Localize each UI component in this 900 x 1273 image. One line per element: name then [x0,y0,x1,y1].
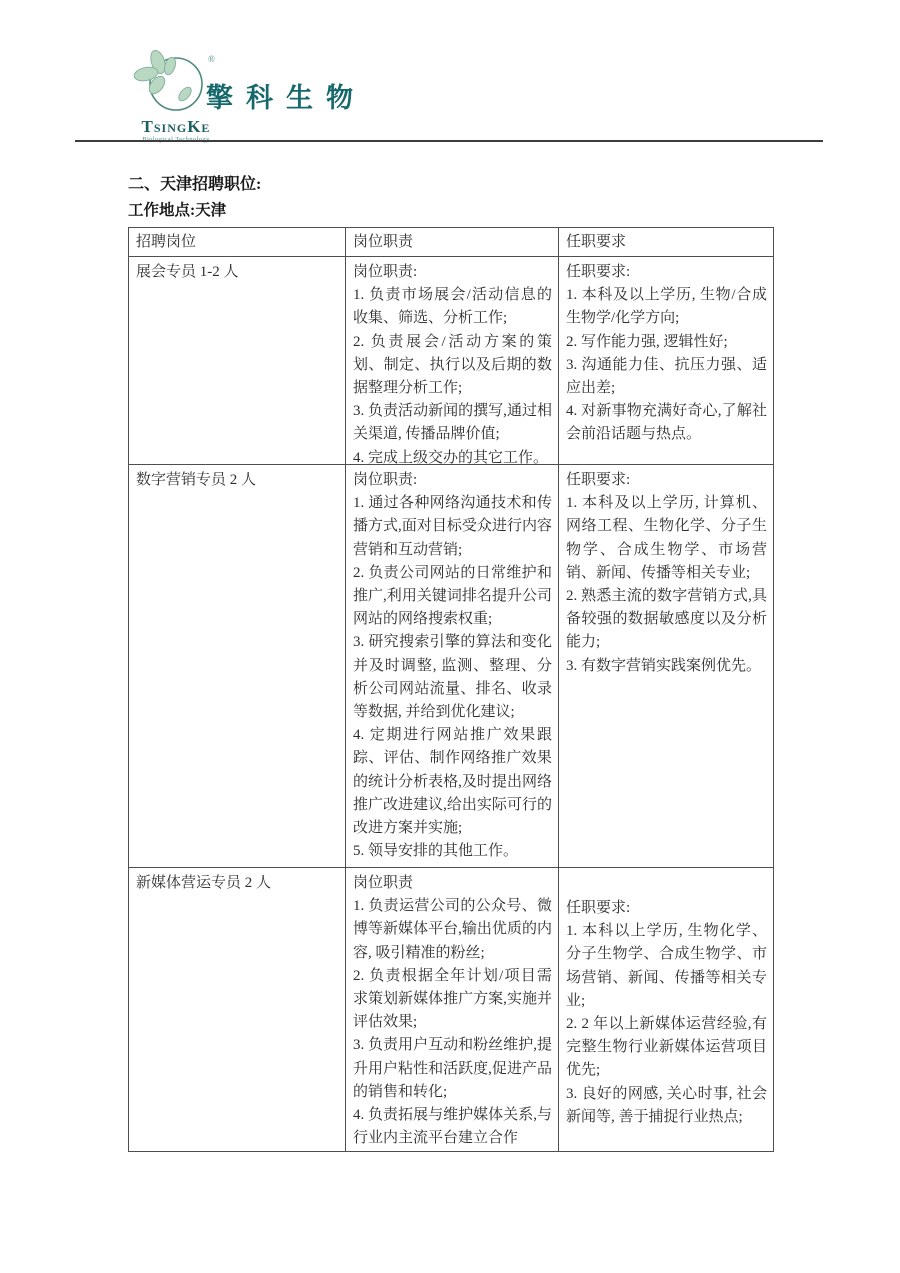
brand-name-en: TsingKe [141,117,211,136]
section-title: 二、天津招聘职位: [128,176,262,193]
table-row-digital-marketing-specialist [129,465,774,868]
recruitment-table [128,227,774,1152]
duty-item: 1. 通过各种网络沟通技术和传播方式,面对目标受众进行内容营销和互动营销; [353,495,552,558]
duty-item: 2. 负责根据全年计划/项目需求策划新媒体推广方案,实施并评估效果; [353,967,552,1031]
duty-item: 1. 负责市场展会/活动信息的收集、筛选、分析工作; [353,287,552,327]
requirement-item: 3. 有数字营销实践案例优先。 [566,657,762,674]
requirements-cell [559,465,774,868]
requirement-item: 3. 良好的网感, 关心时事, 社会新闻等, 善于捕捉行业热点; [566,1085,767,1125]
position-cell [129,868,346,1152]
table-row-exhibition-specialist [129,257,774,465]
requirement-item: 1. 本科以上学历, 生物化学、分子生物学、合成生物学、市场营销、新闻、传播等相关专业; [566,923,767,1009]
duty-item: 3. 负责用户互动和粉丝维护,提升用户粘性和活跃度,促进产品的销售和转化; [353,1037,552,1100]
duty-item: 4. 负责拓展与维护媒体关系,与行业内主流平台建立合作 [353,1107,552,1147]
cell-title: 岗位职责 [353,875,414,891]
duties-cell [346,868,559,1152]
work-location-label: 工作地点:天津 [128,202,227,219]
registered-mark-icon: ® [208,54,215,64]
cell-title: 岗位职责: [353,264,418,280]
requirements-cell [559,868,774,1152]
cell-title: 任职要求: [566,264,631,280]
duty-item: 1. 负责运营公司的公众号、微博等新媒体平台,输出优质的内容, 吸引精准的粉丝; [353,898,552,961]
requirement-item: 1. 本科及以上学历, 计算机、网络工程、生物化学、分子生物学、合成生物学、市场营销、新闻、传播等相关专业; [566,495,767,581]
position-title: 展会专员 1-2 人 [136,264,239,280]
brand-name-cn: 擎科生物 [206,83,366,113]
duty-item: 3. 研究搜索引擎的算法和变化并及时调整, 监测、整理、分析公司网站流量、排名、收录等数据, 并给到优化建议; [353,634,552,721]
duty-item: 2. 负责公司网站的日常维护和推广,利用关键词排名提升公司网站的网络搜索权重; [353,564,552,628]
position-cell [129,257,346,465]
column-header-position: 招聘岗位 [129,228,346,257]
duties-cell [346,257,559,465]
requirements-cell [559,257,774,465]
duty-item: 4. 完成上级交办的其它工作。 [353,449,549,464]
requirement-item: 2. 2 年以上新媒体运营经验,有完整生物行业新媒体运营项目优先; [566,1016,767,1079]
duty-item: 4. 定期进行网站推广效果跟踪、评估、制作网络推广效果的统计分析表格,及时提出网络推广改进建议,给出实际可行的改进方案并实施; [353,727,552,837]
requirement-item: 4. 对新事物充满好奇心,了解社会前沿话题与热点。 [566,403,767,443]
duties-cell [346,465,559,868]
duty-item: 2. 负责展会/活动方案的策划、制定、执行以及后期的数据整理分析工作; [353,333,552,397]
header-divider [75,140,823,142]
duty-item: 3. 负责活动新闻的撰写,通过相关渠道, 传播品牌价值; [353,403,552,443]
requirement-item: 2. 写作能力强, 逻辑性好; [566,333,728,350]
requirement-item: 2. 熟悉主流的数字营销方式,具备较强的数据敏感度以及分析能力; [566,588,767,651]
column-header-requirements: 任职要求 [559,228,774,257]
cell-title: 岗位职责: [353,472,418,488]
position-title: 新媒体营运专员 2 人 [136,875,272,891]
requirement-item: 3. 沟通能力佳、抗压力强、适应出差; [566,356,767,397]
duty-item: 5. 领导安排的其他工作。 [353,843,519,860]
cell-title: 任职要求: [566,472,631,488]
column-header-duties: 岗位职责 [346,228,559,257]
cell-title: 任职要求: [566,900,631,916]
position-cell [129,465,346,868]
table-row-new-media-specialist [129,868,774,1152]
position-title: 数字营销专员 2 人 [136,472,257,488]
table-header-row [129,228,774,257]
requirement-item: 1. 本科及以上学历, 生物/合成生物学/化学方向; [566,287,767,327]
